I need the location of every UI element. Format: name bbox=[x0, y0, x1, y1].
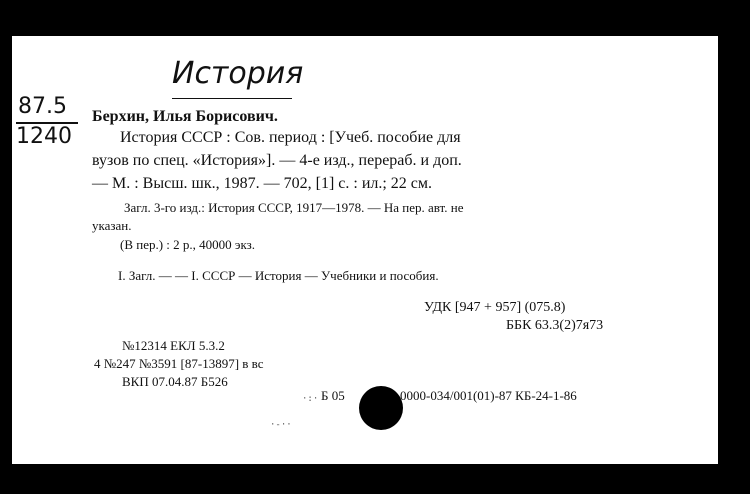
punch-hole bbox=[359, 386, 403, 430]
title-line-3: — М. : Высш. шк., 1987. — 702, [1] с. : ил.; 22 см. bbox=[92, 175, 433, 192]
registry-line-1: №12314 ЕКЛ 5.3.2 bbox=[122, 338, 225, 353]
note-line-1: Загл. 3-го изд.: История СССР, 1917—1978. — На пер. авт. не bbox=[124, 200, 464, 215]
udk-code: УДК [947 + 957] (075.8) bbox=[424, 300, 566, 315]
bbk-code: ББК 63.3(2)7я73 bbox=[506, 318, 604, 333]
note-line-2: указан. bbox=[92, 218, 132, 233]
author-heading: Берхин, Илья Борисович. bbox=[92, 108, 278, 125]
title-line-2: вузов по спец. «История»]. — 4-е изд., перераб. и доп. bbox=[92, 152, 462, 169]
price-line: (В пер.) : 2 р., 40000 экз. bbox=[120, 237, 256, 252]
registry-line-2: 4 №247 №3591 [87-13897] в вс bbox=[94, 356, 264, 371]
bottom-code-left: Б 05 bbox=[321, 388, 345, 403]
handwritten-shelf-mark-top: 87.5 bbox=[18, 94, 67, 119]
ink-smudge-2: ·-·· bbox=[270, 420, 292, 430]
handwritten-subject: История bbox=[172, 56, 304, 91]
tracing-line: I. Загл. — — I. СССР — История — Учебники и пособия. bbox=[118, 268, 439, 283]
title-line-1: История СССР : Сов. период : [Учеб. пособие для bbox=[120, 129, 461, 146]
subject-underline bbox=[172, 98, 292, 99]
bottom-code-right: 0000-034/001(01)-87 КБ-24-1-86 bbox=[400, 388, 577, 403]
catalog-card bbox=[12, 36, 718, 464]
handwritten-shelf-mark-bottom: 1240 bbox=[16, 124, 72, 149]
ink-smudge: ·:· bbox=[302, 394, 319, 404]
registry-line-3: ВКП 07.04.87 Б526 bbox=[122, 374, 228, 389]
